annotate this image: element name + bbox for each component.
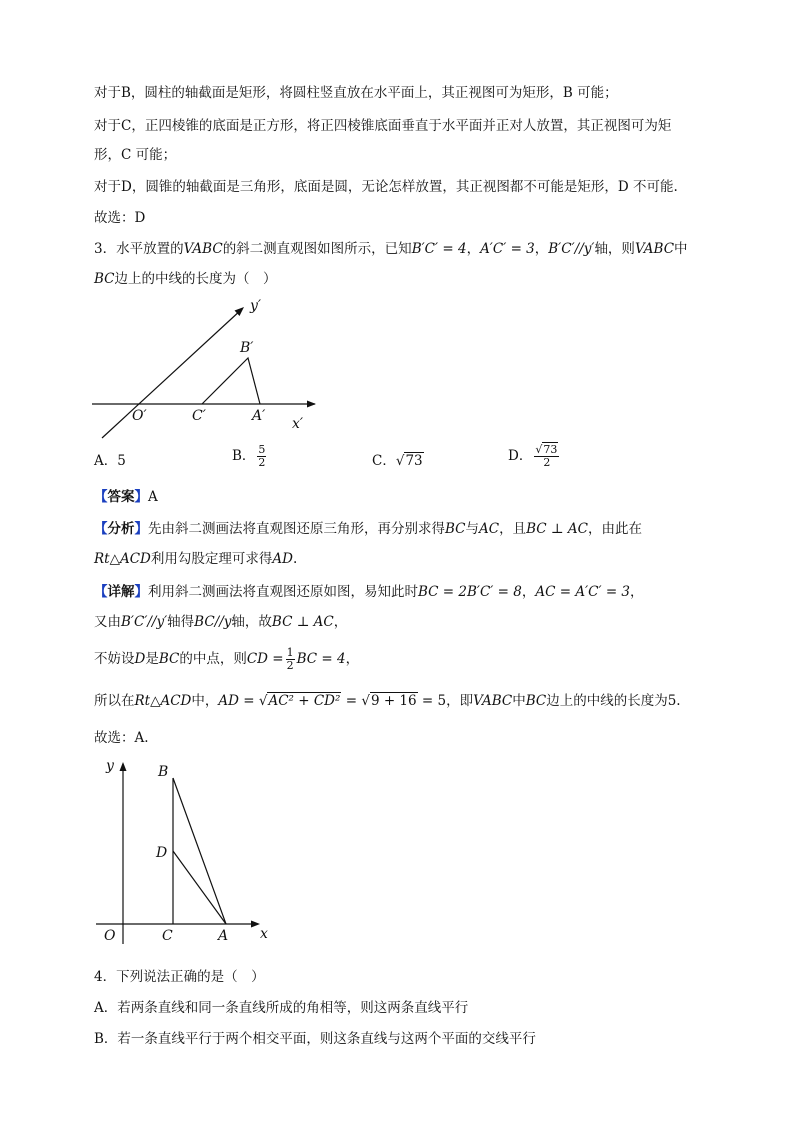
option-c[interactable]: C．√73: [372, 453, 423, 469]
condition-bc: B′C′ = 4: [411, 241, 467, 257]
label-a-prime: A′: [252, 408, 266, 424]
option-b[interactable]: [232, 444, 268, 469]
detail-line4: 所以在Rt△ACD中，AD = √AC² + CD² = √9 + 16 = 5，即VABC中BC边上的中线的长度为5.: [94, 693, 681, 709]
question-3-stem-line2: [94, 270, 277, 288]
option-c-prefix: C．: [372, 453, 396, 469]
label-b: B: [158, 764, 169, 780]
fraction-5-over-2: $\frac{5}{2}$: [258, 443, 266, 469]
condition-ac: A′C′ = 3: [480, 241, 535, 257]
label-y-prime: y′: [250, 298, 262, 314]
oblique-view-figure: [90, 292, 330, 442]
restored-triangle-figure: [90, 756, 280, 948]
segment-bc: BC: [94, 271, 115, 287]
option-b-explanation: 对于B，圆柱的轴截面是矩形，将圆柱竖直放在水平面上，其正视图可为矩形，B 可能；: [94, 85, 618, 101]
option-b-prefix: B．: [232, 448, 256, 464]
y-prime-axis: [102, 309, 242, 438]
fraction-one-half: $\frac{1}{2}$: [286, 646, 294, 672]
option-d[interactable]: [508, 444, 561, 469]
label-y: y: [106, 758, 114, 774]
analysis-line1: 【分析】先由斜二测画法将直观图还原三角形，再分别求得BC与AC，且BC ⊥ AC，由此在: [94, 521, 642, 537]
answer-value: A: [148, 489, 158, 505]
fraction-root73-over-2: $\frac{√73}{2}$: [535, 443, 558, 469]
option-d-prefix: D．: [508, 448, 533, 464]
radical-73: 73: [405, 453, 423, 469]
question-4-stem: 4．下列说法正确的是（ ）: [94, 969, 265, 985]
label-x: x: [260, 926, 268, 942]
option-c-explanation-line2: 形，C 可能；: [94, 147, 177, 163]
detail-line2: 又由B′C′//y′轴得BC//y轴，故BC ⊥ AC，: [94, 614, 348, 630]
question-4-option-a[interactable]: A．若两条直线和同一条直线所成的角相等，则这两条直线平行: [94, 1000, 469, 1016]
detail-line1: 【详解】利用斜二测画法将直观图还原如图，易知此时BC = 2B′C′ = 8，AC = A′C′ = 3，: [94, 584, 644, 600]
triangle-a-b-c-prime: [202, 358, 260, 404]
x-axis-arrow: [307, 401, 316, 408]
analysis-tag: 【分析】: [94, 521, 148, 537]
label-c-prime: C′: [192, 408, 206, 424]
stem-text: 中: [674, 241, 688, 257]
segment-ba: [173, 778, 226, 924]
question-3-stem-line1: 3．水平放置的VABC的斜二测直观图如图所示，已知B′C′ = 4，A′C′ = 3，B′C′//y′轴，则VABC中: [94, 241, 688, 257]
question-number: 3．: [94, 241, 117, 257]
label-c: C: [162, 928, 173, 944]
stem-text: 的斜二测直观图如图所示，已知: [222, 241, 412, 257]
radical-ac2-cd2: AC² + CD²: [268, 693, 341, 709]
previous-answer-choice: 故选：D: [94, 210, 146, 226]
label-b-prime: B′: [240, 340, 254, 356]
option-d-explanation: 对于D，圆锥的轴截面是三角形，底面是圆，无论怎样放置，其正视图都不可能是矩形，D 不可能.: [94, 179, 678, 195]
stem-text: 边上的中线的长度为（ ）: [114, 271, 277, 287]
stem-text: 水平放置的: [116, 241, 184, 257]
triangle-symbol: VABC: [634, 241, 675, 257]
detail-tag: 【详解】: [94, 584, 148, 600]
y-axis-arrow: [120, 762, 127, 771]
triangle-symbol: VABC: [183, 241, 223, 257]
final-choice: 故选：A.: [94, 730, 149, 746]
label-d: D: [156, 845, 168, 861]
detail-line3: 不妨设D是BC的中点，则CD = $\frac{1}{2}$ BC = 4，: [94, 646, 360, 672]
stem-text: 轴，则: [594, 241, 635, 257]
label-x-prime: x′: [292, 416, 304, 432]
answer-line: [94, 488, 158, 506]
x-axis-arrow: [251, 921, 260, 928]
label-o-prime: O′: [132, 408, 147, 424]
segment-da: [173, 851, 226, 924]
question-4-option-b[interactable]: B．若一条直线平行于两个相交平面，则这条直线与这两个平面的交线平行: [94, 1031, 536, 1047]
analysis-line2: Rt△ACD利用勾股定理可求得AD.: [94, 551, 298, 567]
condition-parallel: B′C′//y′: [548, 241, 595, 257]
label-a: A: [218, 928, 229, 944]
option-c-explanation-line1: 对于C，正四棱锥的底面是正方形，将正四棱锥底面垂直于水平面并正对人放置，其正视图可为矩: [94, 118, 672, 134]
label-o: O: [104, 928, 116, 944]
option-a[interactable]: A．5: [94, 453, 126, 469]
radical-9-16: 9 + 16: [370, 693, 417, 709]
answer-tag: 【答案】: [94, 489, 148, 505]
